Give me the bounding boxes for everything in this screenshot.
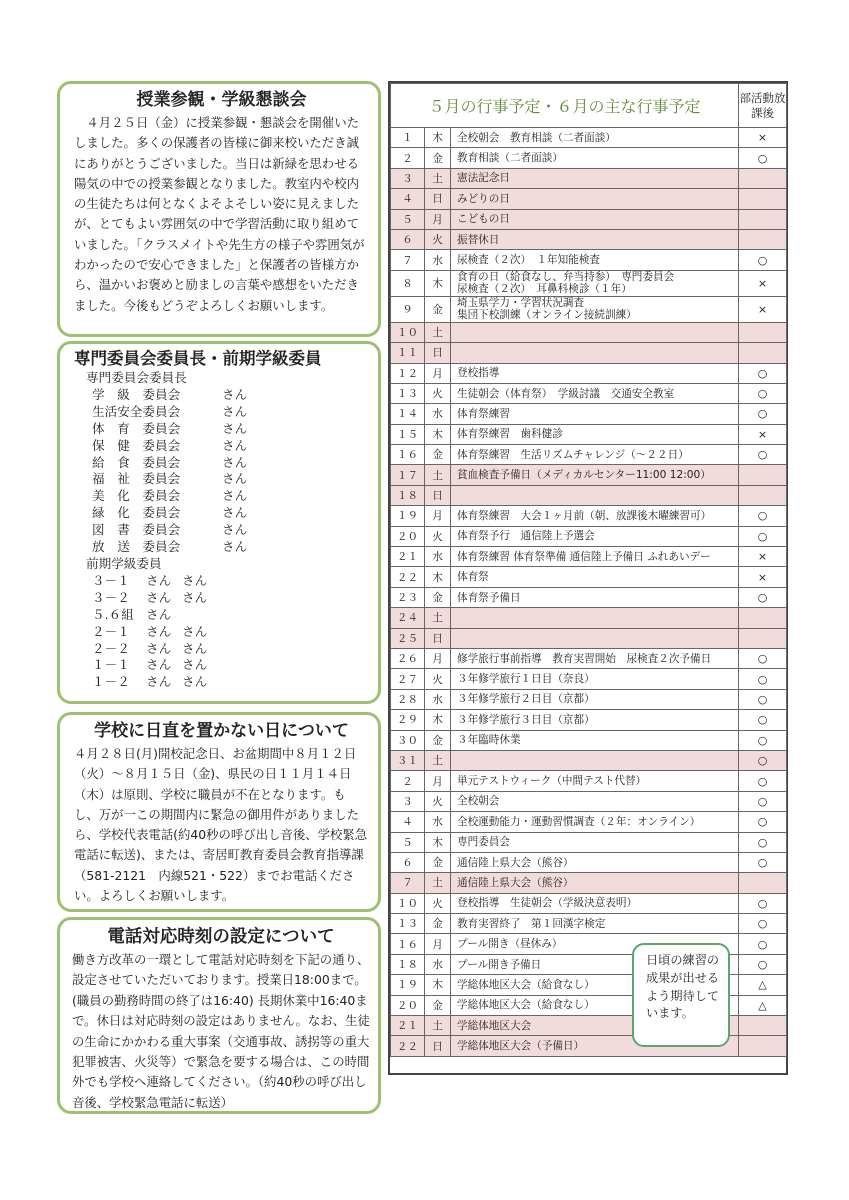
committee-san: さん: [222, 488, 248, 504]
class-rep-row: [74, 573, 370, 590]
phone-hours-box: [57, 917, 381, 1114]
schedule-event: 貧血検査予備日（メディカルセンター11:00 12:00）: [451, 465, 739, 485]
no-duty-box: [57, 712, 381, 912]
schedule-date: １６: [391, 934, 425, 954]
class-rep-row: [74, 641, 370, 658]
schedule-event: 教育相談（二者面談）: [451, 148, 739, 168]
schedule-club-mark: [739, 485, 787, 505]
schedule-row: [391, 270, 787, 296]
schedule-event: ３年修学旅行３日目（京都）: [451, 710, 739, 730]
schedule-weekday: 金: [425, 852, 451, 872]
committee-name: 給 食 委員会: [92, 454, 181, 470]
schedule-date: ４: [391, 812, 425, 832]
schedule-event: 専門委員会: [451, 832, 739, 852]
schedule-date: ９: [391, 296, 425, 322]
schedule-date: ６: [391, 229, 425, 249]
committee-name: 福 祉 委員会: [92, 471, 181, 487]
schedule-club-mark: ○: [739, 812, 787, 832]
schedule-weekday: 日: [425, 628, 451, 648]
schedule-row: [391, 424, 787, 444]
committee-title: 専門委員会委員長・前期学級委員: [74, 349, 322, 368]
schedule-date: ６: [391, 852, 425, 872]
schedule-event: 学総体地区大会（給食なし）: [451, 995, 739, 1015]
class-rep-san-1: さん: [146, 657, 172, 673]
schedule-event: 単元テストウィーク（中間テスト代替）: [451, 771, 739, 791]
schedule-club-mark: ×: [739, 424, 787, 444]
class-rep-san-1: さん: [146, 674, 172, 690]
club-column-header: 部活動放課後: [739, 84, 787, 128]
committee-list: [74, 370, 370, 691]
schedule-weekday: 金: [425, 587, 451, 607]
schedule-event: 埼玉県学力・学習状況調査 集団下校訓練（オンライン接続訓練）: [451, 296, 739, 322]
schedule-row: [391, 567, 787, 587]
committee-row: [74, 421, 370, 438]
class-rep-san-2: さん: [182, 657, 208, 673]
schedule-weekday: 月: [425, 771, 451, 791]
schedule-weekday: 日: [425, 485, 451, 505]
schedule-weekday: 日: [425, 343, 451, 363]
schedule-club-mark: ○: [739, 404, 787, 424]
schedule-date: ３: [391, 168, 425, 188]
class-name: １－２: [92, 674, 130, 690]
schedule-date: ２０: [391, 995, 425, 1015]
schedule-club-mark: ×: [739, 270, 787, 296]
class-rep-san-1: さん: [146, 623, 172, 639]
schedule-event: 体育祭: [451, 567, 739, 587]
schedule-date: １９: [391, 506, 425, 526]
committee-row: [74, 438, 370, 455]
schedule-date: ２: [391, 771, 425, 791]
schedule-weekday: 土: [425, 608, 451, 628]
committee-name: 学 級 委員会: [92, 386, 181, 402]
schedule-event: こどもの日: [451, 209, 739, 229]
schedule-date: ７: [391, 250, 425, 270]
schedule-weekday: 土: [425, 322, 451, 342]
schedule-event: 尿検査（２次） １年知能検査: [451, 250, 739, 270]
schedule-weekday: 木: [425, 832, 451, 852]
schedule-row: [391, 128, 787, 148]
schedule-event: 全校運動能力・運動習慣調査（２年：オンライン）: [451, 812, 739, 832]
schedule-row: [391, 873, 787, 893]
schedule-event: [451, 628, 739, 648]
schedule-event: 振替休日: [451, 229, 739, 249]
schedule-club-mark: ○: [739, 250, 787, 270]
schedule-row: [391, 893, 787, 913]
schedule-row: [391, 229, 787, 249]
committee-san: さん: [222, 420, 248, 436]
schedule-event: ３年修学旅行１日目（奈良）: [451, 669, 739, 689]
schedule-club-mark: ○: [739, 148, 787, 168]
schedule-row: [391, 383, 787, 403]
schedule-event: 全校朝会 教育相談（二者面談）: [451, 128, 739, 148]
schedule-date: ２１: [391, 1016, 425, 1036]
class-rep-row: [74, 607, 370, 624]
schedule-row: [391, 168, 787, 188]
schedule-club-mark: △: [739, 995, 787, 1015]
schedule-row: [391, 363, 787, 383]
schedule-club-mark: [739, 628, 787, 648]
schedule-date: １０: [391, 893, 425, 913]
phone-hours-title: 電話対応時刻の設定について: [107, 927, 335, 947]
schedule-club-mark: [739, 209, 787, 229]
schedule-club-mark: ×: [739, 128, 787, 148]
schedule-row: [391, 791, 787, 811]
class-rep-san-1: さん: [146, 572, 172, 588]
class-rep-row: [74, 624, 370, 641]
schedule-row: [391, 730, 787, 750]
schedule-event: [451, 750, 739, 770]
committee-san: さん: [222, 437, 248, 453]
schedule-weekday: 日: [425, 189, 451, 209]
schedule-row: [391, 485, 787, 505]
class-rep-san-2: さん: [182, 589, 208, 605]
schedule-table-wrap: [388, 81, 788, 1075]
schedule-title: ５月の行事予定・６月の主な行事予定: [391, 84, 739, 128]
schedule-date: ２６: [391, 648, 425, 668]
committee-name: 保 健 委員会: [92, 437, 181, 453]
schedule-weekday: 火: [425, 893, 451, 913]
schedule-date: ２３: [391, 587, 425, 607]
schedule-club-mark: [739, 189, 787, 209]
schedule-weekday: 土: [425, 1016, 451, 1036]
schedule-row: [391, 648, 787, 668]
committee-head: 専門委員会委員長: [86, 370, 187, 385]
schedule-row: [391, 189, 787, 209]
schedule-club-mark: ○: [739, 363, 787, 383]
schedule-row: [391, 209, 787, 229]
schedule-row: [391, 343, 787, 363]
class-visit-body: ４月２５日（金）に授業参観・懇談会を開催いたしました。多くの保護者の皆様に御来校いただき誠にありがとうございました。当日は新緑を思わせる陽気の中での授業参観となりました。教室内や校内の生徒たちは何となくよそよそしい姿に見えましたが、とてもよい雰囲気の中で学習活動に取り組めていました。「クラスメイトや先生方の様子や雰囲気がわかったので安心できました」と保護者の皆様方から、温かいお褒めと励ましの言葉や感想をいただきました。今後もどうぞよろしくお願いします。: [74, 115, 365, 313]
schedule-event: 体育祭練習 大会１ヶ月前（朝、放課後木曜練習可）: [451, 506, 739, 526]
schedule-event: 憲法記念日: [451, 168, 739, 188]
schedule-club-mark: ○: [739, 934, 787, 954]
class-name: ５.６組: [92, 606, 134, 622]
schedule-event: 通信陸上県大会（熊谷）: [451, 873, 739, 893]
committee-row: [74, 539, 370, 556]
schedule-event: みどりの日: [451, 189, 739, 209]
committee-name: 美 化 委員会: [92, 488, 181, 504]
schedule-date: ２２: [391, 567, 425, 587]
schedule-row: [391, 322, 787, 342]
no-duty-title: 学校に日直を置かない日について: [94, 721, 349, 741]
schedule-club-mark: ○: [739, 771, 787, 791]
schedule-club-mark: ○: [739, 587, 787, 607]
schedule-event: [451, 485, 739, 505]
schedule-club-mark: [739, 1016, 787, 1036]
schedule-club-mark: ×: [739, 296, 787, 322]
schedule-weekday: 金: [425, 148, 451, 168]
schedule-event: 登校指導: [451, 363, 739, 383]
committee-name: 緑 化 委員会: [92, 505, 181, 521]
schedule-event: プール開き予備日: [451, 954, 739, 974]
schedule-event: 修学旅行事前指導 教育実習開始 尿検査２次予備日: [451, 648, 739, 668]
class-name: ３－２: [92, 589, 130, 605]
schedule-club-mark: ○: [739, 526, 787, 546]
committee-row: [74, 387, 370, 404]
schedule-row: [391, 608, 787, 628]
schedule-date: １１: [391, 343, 425, 363]
schedule-club-mark: ○: [739, 893, 787, 913]
schedule-weekday: 木: [425, 270, 451, 296]
schedule-weekday: 水: [425, 547, 451, 567]
schedule-event: [451, 322, 739, 342]
schedule-weekday: 金: [425, 296, 451, 322]
schedule-date: ５: [391, 209, 425, 229]
schedule-date: １８: [391, 954, 425, 974]
schedule-date: ４: [391, 189, 425, 209]
schedule-weekday: 月: [425, 934, 451, 954]
schedule-weekday: 月: [425, 506, 451, 526]
committee-name: 図 書 委員会: [92, 522, 181, 538]
schedule-club-mark: ○: [739, 791, 787, 811]
schedule-weekday: 火: [425, 791, 451, 811]
schedule-row: [391, 832, 787, 852]
schedule-weekday: 土: [425, 168, 451, 188]
schedule-event: [451, 343, 739, 363]
class-rep-row: [74, 657, 370, 674]
schedule-date: ７: [391, 873, 425, 893]
schedule-weekday: 土: [425, 873, 451, 893]
schedule-club-mark: ○: [739, 914, 787, 934]
schedule-date: １: [391, 128, 425, 148]
schedule-weekday: 木: [425, 710, 451, 730]
schedule-event: ３年修学旅行２日目（京都）: [451, 689, 739, 709]
schedule-club-mark: ○: [739, 506, 787, 526]
schedule-club-mark: ○: [739, 648, 787, 668]
committee-name: 体 育 委員会: [92, 420, 181, 436]
class-visit-box: [57, 81, 381, 337]
class-rep-san-1: さん: [146, 606, 172, 622]
schedule-row: [391, 750, 787, 770]
schedule-date: ２５: [391, 628, 425, 648]
schedule-weekday: 金: [425, 445, 451, 465]
schedule-club-mark: [739, 168, 787, 188]
committee-row: [74, 455, 370, 472]
schedule-date: ２９: [391, 710, 425, 730]
schedule-weekday: 金: [425, 995, 451, 1015]
schedule-club-mark: ○: [739, 730, 787, 750]
schedule-event: プール開き（昼休み）: [451, 934, 739, 954]
schedule-row: [391, 547, 787, 567]
schedule-date: １０: [391, 322, 425, 342]
class-rep-san-2: さん: [182, 640, 208, 656]
schedule-event: 学総体地区大会（予備日）: [451, 1036, 739, 1056]
class-name: ２－１: [92, 623, 130, 639]
committee-name: 生活安全委員会: [92, 403, 181, 419]
schedule-date: ２４: [391, 608, 425, 628]
schedule-weekday: 火: [425, 669, 451, 689]
schedule-row: [391, 404, 787, 424]
class-rep-san-1: さん: [146, 589, 172, 605]
no-duty-body: ４月２８日(月)開校記念日、お盆期間中８月１２日（火）～８月１５日（金)、県民の日１１月１４日（木）は原則、学校に職員が不在となります。もし、万が一この期間内に緊急の御用件がありましたら、学校代表電話(約40秒の呼び出し音後、学校緊急電話に転送)、または、寄居町教育委員会教育指導課（581-2121 内線521・522）までお電話ください。よろしくお願いします。: [74, 746, 368, 904]
schedule-row: [391, 445, 787, 465]
schedule-club-mark: [739, 322, 787, 342]
committee-san: さん: [222, 539, 248, 555]
schedule-club-mark: [739, 343, 787, 363]
class-rep-row: [74, 590, 370, 607]
committee-row: [74, 471, 370, 488]
schedule-weekday: 水: [425, 812, 451, 832]
committee-san: さん: [222, 403, 248, 419]
schedule-club-mark: [739, 229, 787, 249]
schedule-date: ５: [391, 832, 425, 852]
schedule-weekday: 金: [425, 914, 451, 934]
schedule-row: [391, 771, 787, 791]
schedule-table: [390, 83, 787, 1057]
committee-row: [74, 404, 370, 421]
schedule-date: １９: [391, 975, 425, 995]
class-head: 前期学級委員: [86, 555, 162, 571]
schedule-event: 全校朝会: [451, 791, 739, 811]
schedule-weekday: 木: [425, 567, 451, 587]
schedule-date: ２２: [391, 1036, 425, 1056]
schedule-event: 体育祭練習 体育祭準備 通信陸上予備日 ふれあいデー: [451, 547, 739, 567]
schedule-date: １３: [391, 383, 425, 403]
schedule-row: [391, 669, 787, 689]
schedule-event: 体育祭練習 歯科健診: [451, 424, 739, 444]
schedule-weekday: 火: [425, 229, 451, 249]
committee-name: 放 送 委員会: [92, 539, 181, 555]
schedule-date: ３: [391, 791, 425, 811]
schedule-club-mark: [739, 465, 787, 485]
schedule-event: 生徒朝会（体育祭） 学級討議 交通安全教室: [451, 383, 739, 403]
class-rep-row: [74, 674, 370, 691]
schedule-weekday: 木: [425, 128, 451, 148]
class-rep-san-2: さん: [182, 623, 208, 639]
class-name: １－１: [92, 657, 130, 673]
schedule-event: 登校指導 生徒朝会（学級決意表明）: [451, 893, 739, 913]
schedule-club-mark: [739, 873, 787, 893]
schedule-date: ２０: [391, 526, 425, 546]
schedule-event: [451, 608, 739, 628]
schedule-weekday: 木: [425, 975, 451, 995]
schedule-club-mark: ○: [739, 669, 787, 689]
schedule-weekday: 月: [425, 648, 451, 668]
committee-row: [74, 505, 370, 522]
committee-row: [74, 488, 370, 505]
schedule-row: [391, 250, 787, 270]
schedule-row: [391, 812, 787, 832]
schedule-club-mark: ○: [739, 383, 787, 403]
schedule-club-mark: ○: [739, 710, 787, 730]
schedule-event: 教育実習終了 第１回漢字検定: [451, 914, 739, 934]
class-rep-san-2: さん: [182, 572, 208, 588]
schedule-club-mark: ○: [739, 445, 787, 465]
schedule-date: ３１: [391, 750, 425, 770]
schedule-row: [391, 465, 787, 485]
schedule-row: [391, 587, 787, 607]
schedule-club-mark: [739, 1036, 787, 1056]
schedule-date: ２１: [391, 547, 425, 567]
schedule-date: １６: [391, 445, 425, 465]
schedule-club-mark: △: [739, 975, 787, 995]
schedule-date: ８: [391, 270, 425, 296]
schedule-weekday: 水: [425, 250, 451, 270]
schedule-weekday: 金: [425, 730, 451, 750]
schedule-row: [391, 296, 787, 322]
committee-san: さん: [222, 471, 248, 487]
schedule-event: 学総体地区大会（給食なし）: [451, 975, 739, 995]
schedule-club-mark: ×: [739, 567, 787, 587]
schedule-row: [391, 689, 787, 709]
committee-san: さん: [222, 522, 248, 538]
schedule-club-mark: ×: [739, 547, 787, 567]
schedule-date: ２: [391, 148, 425, 168]
schedule-weekday: 木: [425, 424, 451, 444]
schedule-club-mark: ○: [739, 689, 787, 709]
schedule-row: [391, 852, 787, 872]
schedule-date: １４: [391, 404, 425, 424]
schedule-event: 学総体地区大会: [451, 1016, 739, 1036]
schedule-row: [391, 148, 787, 168]
schedule-weekday: 水: [425, 689, 451, 709]
schedule-date: ２７: [391, 669, 425, 689]
schedule-club-mark: ○: [739, 750, 787, 770]
schedule-event: 食育の日（給食なし、弁当持参） 専門委員会 尿検査（２次） 耳鼻科検診（１年）: [451, 270, 739, 296]
class-visit-title: 授業参観・学級懇談会: [136, 90, 307, 110]
schedule-weekday: 月: [425, 363, 451, 383]
schedule-date: １２: [391, 363, 425, 383]
schedule-weekday: 土: [425, 465, 451, 485]
schedule-row: [391, 506, 787, 526]
schedule-event: 通信陸上県大会（熊谷）: [451, 852, 739, 872]
encouragement-note: 日頃の練習の成果が出せるよう期待しています。: [632, 943, 730, 1047]
schedule-event: 体育祭練習: [451, 404, 739, 424]
schedule-date: １７: [391, 465, 425, 485]
class-name: ３－１: [92, 572, 130, 588]
committee-san: さん: [222, 454, 248, 470]
schedule-club-mark: ○: [739, 954, 787, 974]
schedule-weekday: 水: [425, 954, 451, 974]
phone-hours-body: 働き方改革の一環として電話対応時刻を下記の通り、設定させていただいております。授業日18:00まで。(職員の勤務時間の終了は16:40) 長期休業中16:40まで。休日は対応時刻の設定はありません。なお、生徒の生命にかかわる重大事案（交通事故、誘拐等の重大犯罪被害、火災等）で緊急を要する場合は、この時間外でも学校へ連絡してください。（約40秒の呼び出し音後、学校緊急電話に転送）: [72, 952, 370, 1110]
committee-san: さん: [222, 505, 248, 521]
schedule-event: 体育祭予行 通信陸上予選会: [451, 526, 739, 546]
schedule-club-mark: [739, 608, 787, 628]
schedule-weekday: 土: [425, 750, 451, 770]
schedule-club-mark: ○: [739, 852, 787, 872]
schedule-date: １３: [391, 914, 425, 934]
schedule-event: 体育祭予備日: [451, 587, 739, 607]
schedule-date: ２８: [391, 689, 425, 709]
schedule-weekday: 火: [425, 526, 451, 546]
schedule-weekday: 火: [425, 383, 451, 403]
schedule-weekday: 月: [425, 209, 451, 229]
schedule-club-mark: ○: [739, 832, 787, 852]
schedule-date: １５: [391, 424, 425, 444]
schedule-row: [391, 628, 787, 648]
schedule-row: [391, 710, 787, 730]
schedule-event: ３年臨時休業: [451, 730, 739, 750]
schedule-row: [391, 914, 787, 934]
schedule-event: 体育祭練習 生活リズムチャレンジ（～２２日）: [451, 445, 739, 465]
schedule-date: ３０: [391, 730, 425, 750]
class-name: ２－２: [92, 640, 130, 656]
schedule-row: [391, 526, 787, 546]
schedule-weekday: 日: [425, 1036, 451, 1056]
schedule-weekday: 水: [425, 404, 451, 424]
class-rep-san-1: さん: [146, 640, 172, 656]
committee-row: [74, 522, 370, 539]
schedule-date: １８: [391, 485, 425, 505]
class-rep-san-2: さん: [182, 674, 208, 690]
committee-san: さん: [222, 386, 248, 402]
committee-box: [57, 341, 381, 704]
